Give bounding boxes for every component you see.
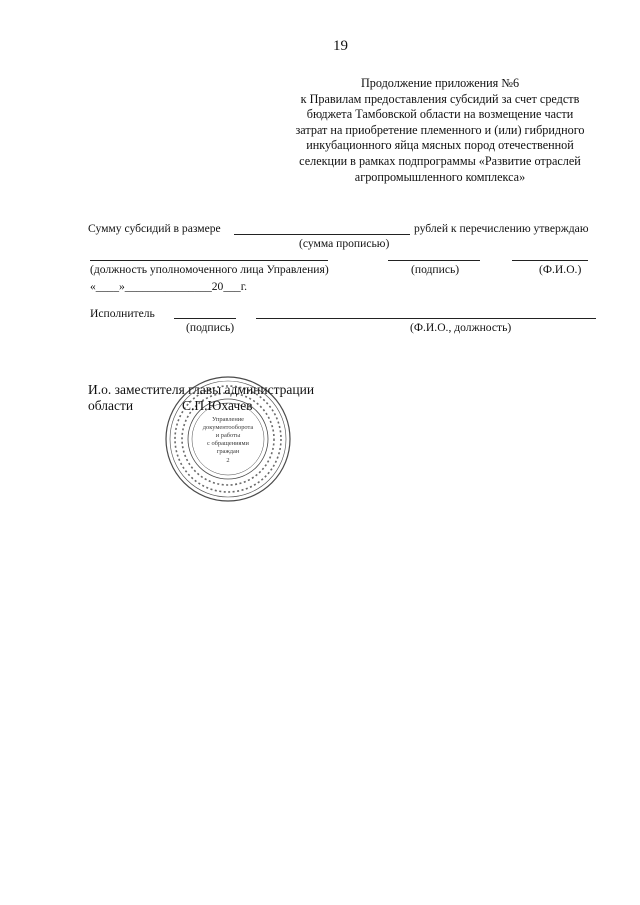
header-line: бюджета Тамбовской области на возмещение части (306, 107, 574, 122)
header-line: агропромышленного комплекса» (354, 169, 526, 184)
subsidy-amount-label: Сумму субсидий в размере (88, 222, 221, 235)
executor-fio-line (256, 318, 596, 319)
seal-text-line: 2 (226, 457, 230, 464)
amount-field-line (234, 234, 410, 235)
seal-text-line: документооборота (202, 424, 254, 431)
executor-fio-caption: (Ф.И.О., должность) (410, 321, 512, 334)
position-caption: (должность уполномоченного лица Управления) (90, 263, 329, 276)
header-line: затрат на приобретение племенного и (или) гибридного (295, 122, 585, 137)
page-number: 19 (333, 38, 348, 54)
subsidy-approve-text: рублей к перечислению утверждаю (414, 222, 589, 235)
executor-signature-caption: (подпись) (186, 321, 235, 334)
amount-in-words-caption: (сумма прописью) (299, 237, 390, 250)
signatory-title-cont: области (88, 398, 134, 413)
seal-text-line: и работы (215, 432, 241, 439)
executor-signature-line (174, 318, 236, 319)
signature-caption: (подпись) (411, 263, 460, 276)
position-field-line (90, 260, 328, 261)
seal-text-line: Управление (211, 416, 245, 423)
header-line: селекции в рамках подпрограммы «Развитие отраслей (299, 153, 581, 168)
executor-label: Исполнитель (90, 307, 155, 320)
date-line: «____»_______________20___г. (90, 280, 248, 293)
fio-caption: (Ф.И.О.) (539, 263, 582, 276)
header-line: к Правилам предоставления субсидий за счет средств (300, 91, 580, 106)
appendix-header (270, 76, 610, 185)
seal-text-line: граждан (216, 448, 240, 455)
signatory-title: И.о. заместителя главы администрации (88, 382, 315, 397)
signatory-name: С.П.Юхачев (182, 398, 253, 413)
signature-field-line (388, 260, 480, 261)
header-line: инкубационного яйца мясных пород отечественной (306, 138, 574, 153)
seal-text-line: с обращениями (207, 440, 249, 447)
header-line: Продолжение приложения №6 (360, 76, 520, 90)
fio-field-line (512, 260, 588, 261)
